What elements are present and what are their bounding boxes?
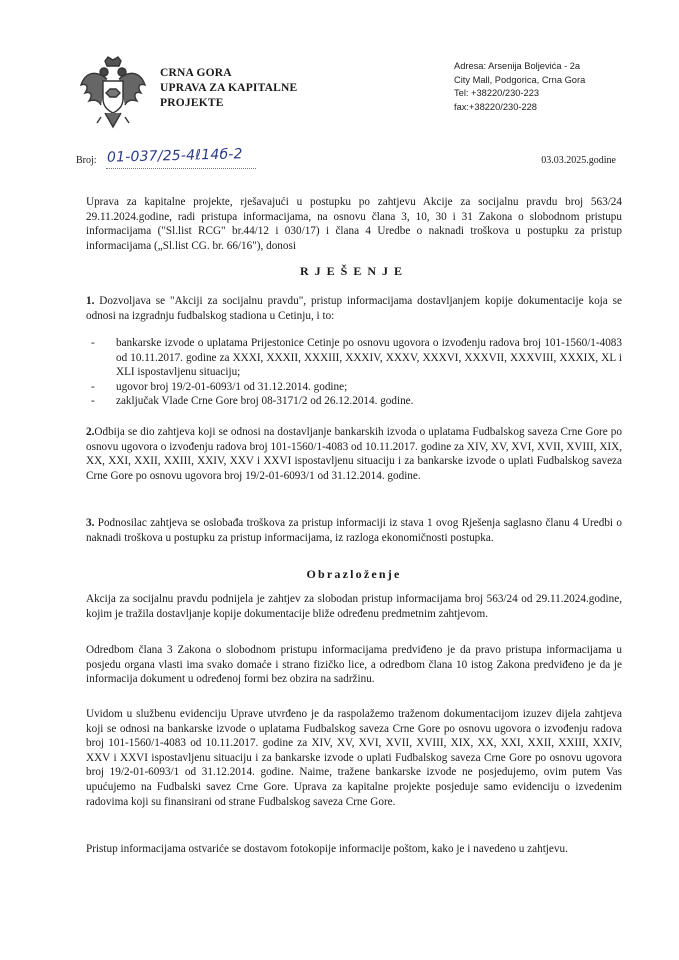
list-item — [86, 380, 622, 395]
reasoning-title: Obrazloženje — [306, 567, 402, 581]
point-3-text: Podnosilac zahtjeva se oslobađa troškova za pristup informaciji iz stava 1 ovog Rješenja saglasno članu 4 Uredbi o naknadi troškova u postupku za pristup informacijama, iz razloga ekonomičnosti postupka. — [86, 517, 622, 544]
reasoning-paragraph-4: Pristup informacijama ostvariće se dostavom fotokopije informacije poštom, kako je i navedeno u zahtjevu. — [86, 843, 568, 855]
point-1-text: Dozvoljava se "Akciji za socijalnu pravdu", pristup informacijama dostavljanjem kopije dokumentacije koja se odnosi na izgradnju fudbalskog stadiona u Cetinju, i to: — [86, 295, 622, 322]
point-2-text: Odbija se dio zahtjeva koji se odnosi na dostavljanje bankarskih izvoda o uplatama Fudbalskog saveza Crne Gore po osnovu ugovora o izvođenju radova broj 101-1560/1-4083 od 10.11.2017. godine za XIV, XV, XVI, XVII, XVIII, XIX, XX, XXI, XXII, XXIII, XXIV, XXV i XXVI ispostavljenu situaciju i za bankarske izvode o uplati Fudbalskog saveza Crne Gore po osnovu ugovora broj 19/2-01-6093/1 od 31.12.2014. godine. — [86, 426, 622, 482]
address-line: Adresa: Arsenija Boljevića - 2a — [454, 61, 581, 71]
point-2-number: 2. — [86, 426, 95, 438]
point-3-number: 3. — [86, 517, 95, 529]
coat-of-arms-icon — [77, 55, 149, 135]
decision-title: RJEŠENJE — [299, 264, 409, 278]
reasoning-paragraph-3: Uvidom u službenu evidenciju Uprave utvrđeno je da raspolažemo traženom dokumentacijom izuzev dijela zahtjeva koji se odnosi na bankarske izvode o uplatama Fudbalskog saveza Crne Gore po osnovu ugovora o izvođenju radova broj 101-1560/1-4083 od 10.11.2017. godine za XIV, XV, XVI, XVII, XVIII, XIX, XX, XXI, XXII, XXIII, XXIV, XXV i XXVI ispostavljenu situaciju i za bankarske izvode o uplati Fudbalskog saveza Crne Gore po osnovu ugovora broj 19/2-01-6093/1 od 31.12.2014. godine. Naime, tražene bankarske izvode ne posjedujemo, ovim putem Vas upućujemo na Fudbalski savez Crne Gore. Uprava za kapitalne projekte posjeduje samo evidenciju o izvedenim radovima koji su finansirani od strane Fudbalskog saveza Crne Gore. — [86, 708, 622, 808]
list-item-text: zaključak Vlade Crne Gore broj 08-3171/2 od 26.12.2014. godine. — [116, 395, 414, 408]
list-dash: - — [91, 380, 95, 393]
point-3 — [86, 516, 622, 545]
document-date: 03.03.2025.godine — [541, 155, 616, 166]
intro-paragraph: Uprava za kapitalne projekte, rješavajući u postupku po zahtjevu Akcije za socijalnu pravdu broj 563/24 29.11.2024.godine, radi pristupa informacijama, na osnovu člana 3, 10, 30 i 31 Zakona o slobodnom pristupu informacijama ("Sl.list RCG" br.44/12 i 030/17) i člana 4 Uredbe o naknadi troškova u postupku za pristup informacijama („Sl.list CG. br. 66/16"), donosi — [86, 196, 622, 252]
reference-row — [76, 148, 616, 174]
fax-line: fax:+38220/230-228 — [454, 101, 537, 112]
ref-label: Broj: — [76, 155, 97, 166]
contact-block — [454, 60, 585, 114]
org-line-2: UPRAVA ZA KAPITALNE — [160, 82, 298, 94]
reasoning-paragraph-1: Akcija za socijalnu pravdu podnijela je zahtjev za slobodan pristup informacijama broj 563/24 od 29.11.2024.godine, kojim je tražila dostavljanje kopije dokumentacije bliže određenu predmetnim zahtjevom. — [86, 593, 622, 620]
list-dash: - — [91, 395, 95, 408]
list-item-text: ugovor broj 19/2-01-6093/1 od 31.12.2014. godine; — [116, 380, 348, 393]
ref-number-handwritten: 01-037/25-4ℓ14б-2 — [106, 146, 243, 166]
list-item-text: bankarske izvode o uplatama Prijestonice Cetinje po osnovu ugovora o izvođenju radova broj 101-1560/1-4083 od 10.11.2017. godine za XXXI, XXXII, XXXIII, XXXIV, XXXV, XXXVI, XXXVII, XXXVIII, XXXIX, XL i XLI ispostavljenu situaciju; — [116, 337, 622, 379]
tel-line: Tel: +38220/230-223 — [454, 88, 540, 98]
ref-underline — [106, 168, 256, 169]
city-line: City Mall, Podgorica, Crna Gora — [454, 74, 586, 85]
point-2 — [86, 425, 622, 483]
list-item — [86, 336, 622, 380]
point-1-number: 1. — [86, 295, 95, 307]
organization-name — [160, 66, 297, 111]
list-item — [86, 394, 622, 409]
bullet-list — [86, 336, 622, 409]
org-line-3: PROJEKTE — [160, 97, 224, 109]
point-1 — [86, 294, 622, 323]
reasoning-paragraph-2: Odredbom člana 3 Zakona o slobodnom pristupu informacijama predviđeno je da pravo pristupa informacijama u posjedu organa vlasti ima svako domaće i strano fizičko lice, a odredbom člana 10 istog Zakona predviđeno je da je informacija dokument u određenoj formi bez obzira na sadržinu. — [86, 644, 622, 686]
list-dash: - — [91, 337, 95, 349]
org-line-1: CRNA GORA — [160, 67, 232, 79]
